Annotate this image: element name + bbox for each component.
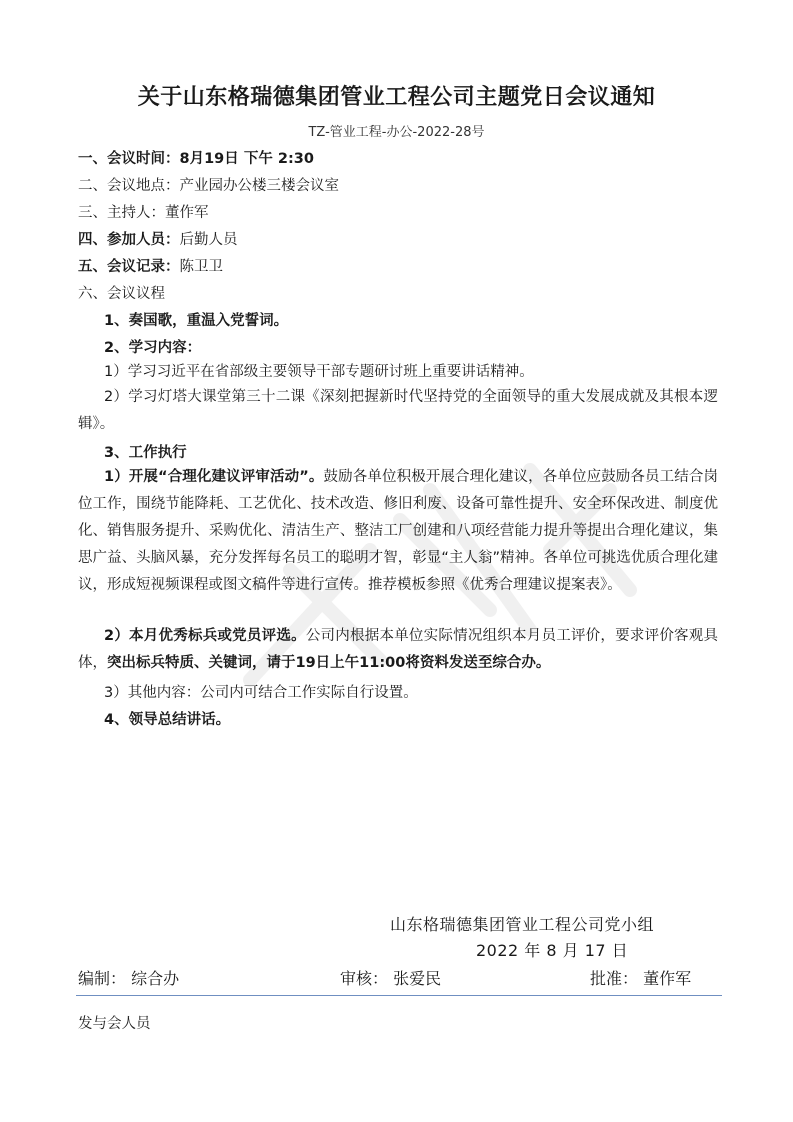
- agenda-item-1: 1、奏国歌，重温入党誓词。: [104, 313, 289, 329]
- agenda-item-2: 2、学习内容：: [104, 340, 202, 356]
- participants-label: 四、参加人员：: [78, 232, 180, 248]
- agenda-item-3: 3、工作执行: [104, 445, 187, 461]
- page-title: 关于山东格瑞德集团管业工程公司主题党日会议通知: [137, 84, 656, 110]
- footer-divider: [76, 995, 722, 996]
- meeting-time: [78, 149, 314, 169]
- footer-approver: 批准： 董作军: [590, 969, 692, 988]
- meeting-place-value: 产业园办公楼三楼会议室: [179, 178, 339, 194]
- footer-reviewer: 审核： 张爱民: [340, 969, 442, 988]
- agenda-item-2-2: 2）学习灯塔大课堂第三十二课《深刻把握新时代坚持党的全面领导的重大发展成就及其根本逻辑》。: [78, 389, 718, 432]
- agenda-item-3-1: [78, 464, 718, 599]
- agenda-item-3-1-title: 1）开展“合理化建议评审活动”。: [104, 469, 324, 485]
- meeting-host-value: 董作军: [165, 205, 209, 221]
- meeting-host-label: 三、主持人：: [78, 205, 165, 221]
- agenda-item-3-1-text: 鼓励各单位积极开展合理化建议，各单位应鼓励各员工结合岗位工作，围绕节能降耗、工艺优化、技术改造、修旧利废、设备可靠性提升、安全环保改进、制度优化、销售服务提升、采购优化、清洁生产、整洁工厂创建和八项经营能力提升等提出合理化建议，集思广益、头脑风暴，充分发挥每名员工的聪明才智，彰显“主人翁”精神。各单位可挑选优质合理化建议，形成短视频课程或图文稿件等进行宣传。推荐模板参照《优秀合理建议提案表》。: [78, 469, 718, 593]
- footer-editor: 编制： 综合办: [78, 969, 180, 988]
- signoff-date: 2022 年 8 月 17 日: [476, 941, 629, 960]
- agenda-item-3-2-deadline: 突出标兵特质、关键词，请于19日上午11:00将资料发送至综合办。: [107, 655, 551, 671]
- agenda-heading: 六、会议议程: [78, 286, 165, 302]
- meeting-host: [78, 203, 209, 223]
- agenda-item-3-2-text: 公司内根据本单位实际情况组织本月员工评价，要求评价客观具体，: [78, 628, 719, 671]
- signoff-organization: 山东格瑞德集团管业工程公司党小组: [390, 915, 655, 934]
- agenda-item-2-1: 1）学习习近平在省部级主要领导干部专题研讨班上重要讲话精神。: [104, 364, 534, 380]
- meeting-time-label: 一、会议时间：: [78, 151, 180, 167]
- document-number: TZ-管业工程-办公-2022-28号: [308, 125, 485, 140]
- meeting-participants: [78, 230, 238, 250]
- participants-value: 后勤人员: [179, 232, 238, 248]
- meeting-time-value: 8月19日 下午 2:30: [179, 151, 314, 167]
- agenda-item-4: 4、领导总结讲话。: [104, 712, 231, 728]
- agenda-item-3-2-title: 2）本月优秀标兵或党员评选。: [104, 628, 306, 644]
- meeting-recorder: [78, 257, 223, 277]
- agenda-item-3-3: 3）其他内容：公司内可结合工作实际自行设置。: [104, 685, 418, 701]
- meeting-place: [78, 176, 339, 196]
- recorder-value: 陈卫卫: [179, 259, 223, 275]
- meeting-place-label: 二、会议地点：: [78, 178, 180, 194]
- recorder-label: 五、会议记录：: [78, 259, 180, 275]
- distribution-note: 发与会人员: [78, 1016, 151, 1032]
- agenda-item-3-2: [78, 623, 718, 677]
